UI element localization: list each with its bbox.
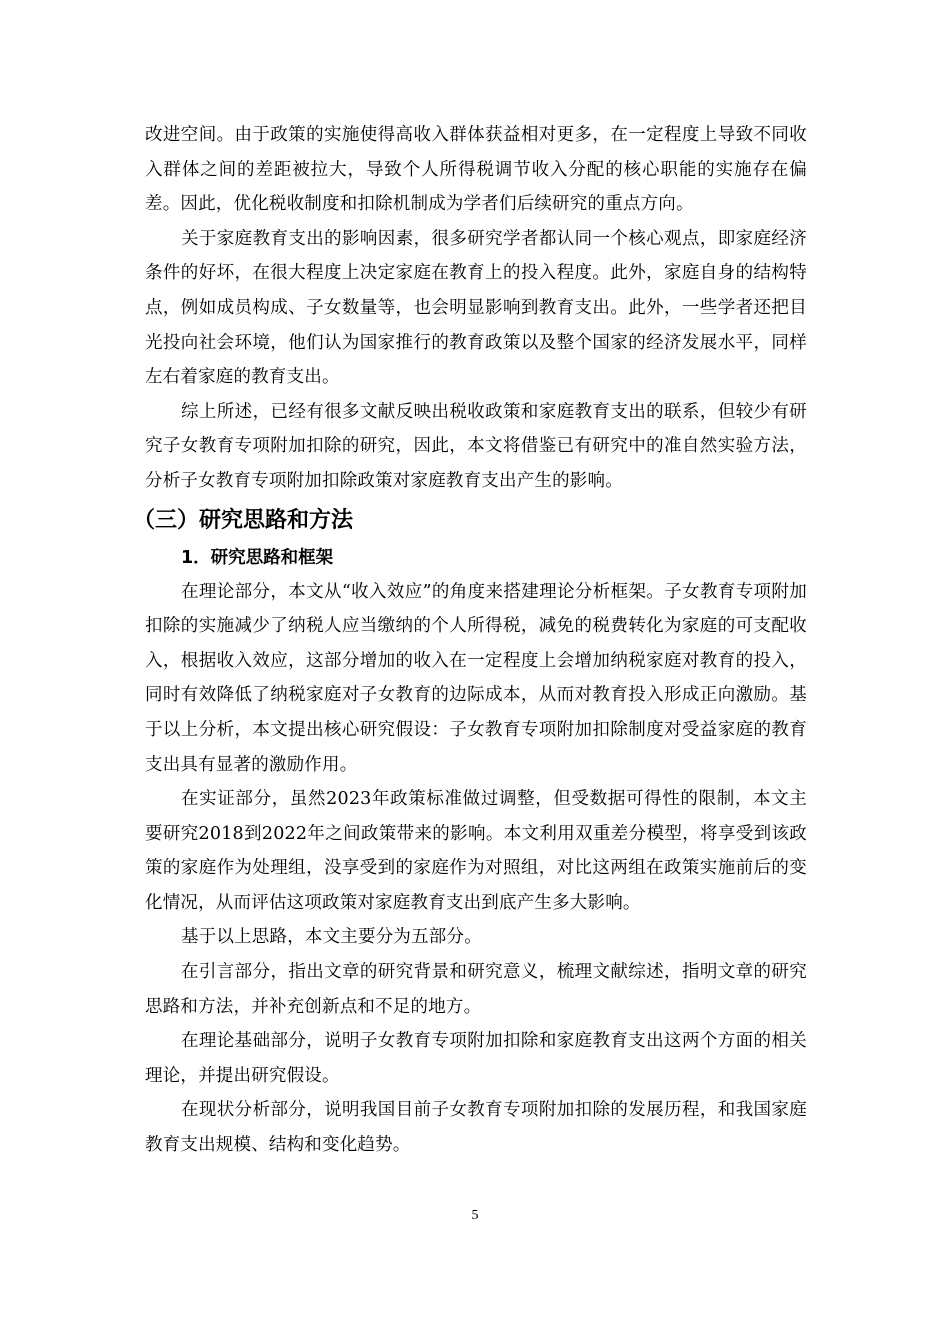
- paragraph-introduction-part: 在引言部分，指出文章的研究背景和研究意义，梳理文献综述，指明文章的研究思路和方法，并补充创新点和不足的地方。: [145, 962, 807, 1017]
- paragraph-theory: 在理论部分，本文从“收入效应”的角度来搭建理论分析框架。子女教育专项附加扣除的实施减少了纳税人应当缴纳的个人所得税，减免的税费转化为家庭的可支配收入，根据收入效应，这部分增加的收入在一定程度上会增加纳税家庭对教育的投入，同时有效降低了纳税家庭对子女教育的边际成本，从而对教育投入形成正向激励。基于以上分析，本文提出核心研究假设：子女教育专项附加扣除制度对受益家庭的教育支出具有显著的激励作用。: [145, 581, 807, 775]
- paragraph-theory-part: 在理论基础部分，说明子女教育专项附加扣除和家庭教育支出这两个方面的相关理论，并提出研究假设。: [145, 1031, 807, 1086]
- sub-heading: 1．研究思路和框架: [181, 547, 334, 568]
- paragraph-structure-intro: 基于以上思路，本文主要分为五部分。: [181, 927, 482, 948]
- paragraph-empirical: 在实证部分，虽然2023年政策标准做过调整，但受数据可得性的限制，本文主要研究2018到2022年之间政策带来的影响。本文利用双重差分模型，将享受到该政策的家庭作为处理组，没享受到的家庭作为对照组，对比这两组在政策实施前后的变化情况，从而评估这项政策对家庭教育支出到底产生多大影响。: [145, 789, 807, 913]
- paragraph-summary: 综上所述，已经有很多文献反映出税收政策和家庭教育支出的联系，但较少有研究子女教育专项附加扣除的研究，因此，本文将借鉴已有研究中的准自然实验方法，分析子女教育专项附加扣除政策对家庭教育支出产生的影响。: [145, 401, 807, 491]
- paragraph-continuation: 改进空间。由于政策的实施使得高收入群体获益相对更多，在一定程度上导致不同收入群体之间的差距被拉大，导致个人所得税调节收入分配的核心职能的实施存在偏差。因此，优化税收制度和扣除机制成为学者们后续研究的重点方向。: [145, 125, 807, 215]
- section-heading: （三）研究思路和方法: [133, 507, 354, 533]
- page-content: [133, 118, 807, 1163]
- paragraph-status-part: 在现状分析部分，说明我国目前子女教育专项附加扣除的发展历程，和我国家庭教育支出规模、结构和变化趋势。: [145, 1100, 807, 1156]
- page-number: 5: [471, 1208, 479, 1223]
- paragraph-influencing-factors: 关于家庭教育支出的影响因素，很多研究学者都认同一个核心观点，即家庭经济条件的好坏，在很大程度上决定家庭在教育上的投入程度。此外，家庭自身的结构特点，例如成员构成、子女数量等，也会明显影响到教育支出。此外，一些学者还把目光投向社会环境，他们认为国家推行的教育政策以及整个国家的经济发展水平，同样左右着家庭的教育支出。: [145, 228, 807, 388]
